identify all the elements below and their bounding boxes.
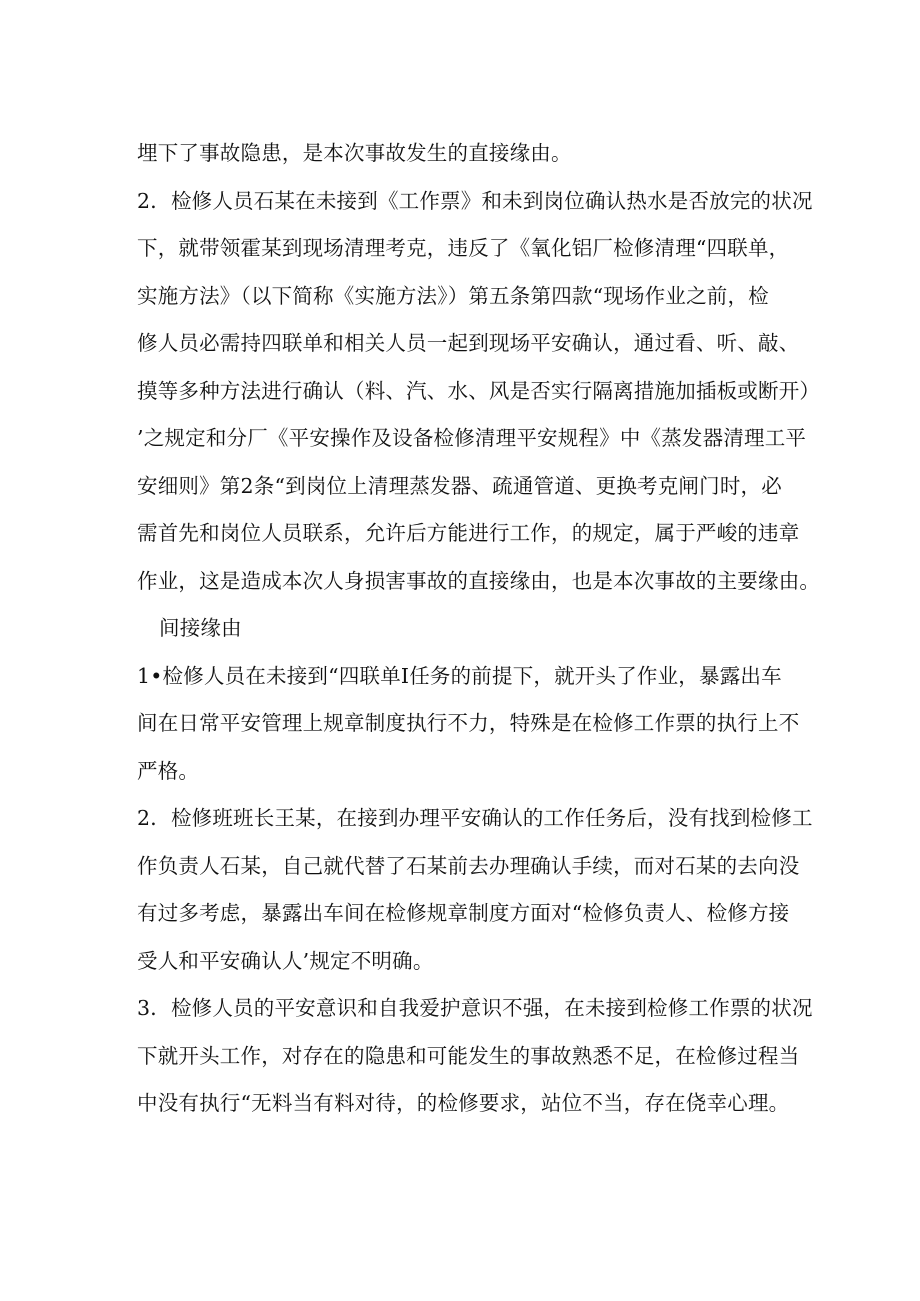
text-line: 1•检修人员在未接到“四联单I任务的前提下，就开头了作业，暴露出车 — [137, 663, 782, 688]
text-line: ’之规定和分厂《平安操作及设备检修清理平安规程》中《蒸发器清理工平 — [137, 426, 807, 450]
section-heading-indirect-cause — [137, 605, 797, 653]
text-line: 下，就带领霍某到现场清理考克，违反了《氧化铝厂检修清理“四联单， — [137, 236, 790, 260]
text-line: 有过多考虑，暴露出车间在检修规章制度方面对“检修负责人、检修方接 — [137, 901, 790, 925]
text-line: 埋下了事故隐患，是本次事故发生的直接缘由。 — [137, 141, 572, 165]
text-line: 2．检修人员石某在未接到《工作票》和未到岗位确认热水是否放完的状况 — [137, 188, 813, 213]
text-line: 安细则》第2条“到岗位上清理蒸发器、疏通管道、更换考克闸门时，必 — [137, 473, 782, 498]
text-line: 中没有执行“无料当有料对待，的检修要求，站位不当，存在侥幸心理。 — [137, 1091, 790, 1115]
paragraph-indirect-cause-1 — [137, 653, 800, 796]
text-line: 下就开头工作，对存在的隐患和可能发生的事故熟悉不足，在检修过程当 — [137, 1043, 800, 1068]
text-line: 修人员必需持四联单和相关人员一起到现场平安确认，通过看、听、敲、 — [137, 331, 800, 355]
section-heading-text: 间接缘由 — [159, 616, 242, 640]
text-line: 作业，这是造成本次人身损害事故的直接缘由，也是本次事故的主要缘由。 — [137, 568, 821, 593]
text-line: 实施方法》（以下简称《实施方法》）第五条第四款“现场作业之前，检 — [137, 283, 769, 308]
text-line: 3．检修人员的平安意识和自我爱护意识不强，在未接到检修工作票的状况 — [137, 996, 813, 1020]
text-line: 严格。 — [137, 758, 200, 783]
paragraph-indirect-cause-3 — [137, 985, 813, 1128]
text-line: 摸等多种方法进行确认（料、汽、水、风是否实行隔离措施加插板或断开） — [137, 378, 821, 403]
text-line: 需首先和岗位人员联系，允许后方能进行工作，的规定，属于严峻的违章 — [137, 521, 800, 545]
text-line: 受人和平安确认人’规定不明确。 — [137, 948, 434, 973]
paragraph-indirect-cause-2 — [137, 795, 813, 985]
text-line: 作负责人石某，自己就代替了石某前去办理确认手续，而对石某的去向没 — [137, 853, 800, 878]
text-line: 间在日常平安管理上规章制度执行不力，特殊是在检修工作票的执行上不 — [137, 711, 800, 735]
document-body — [137, 130, 821, 1128]
text-line: 2．检修班班长王某，在接到办理平安确认的工作任务后，没有找到检修工 — [137, 806, 813, 830]
paragraph-direct-cause-2 — [137, 178, 821, 606]
paragraph-direct-cause-tail — [137, 130, 797, 178]
